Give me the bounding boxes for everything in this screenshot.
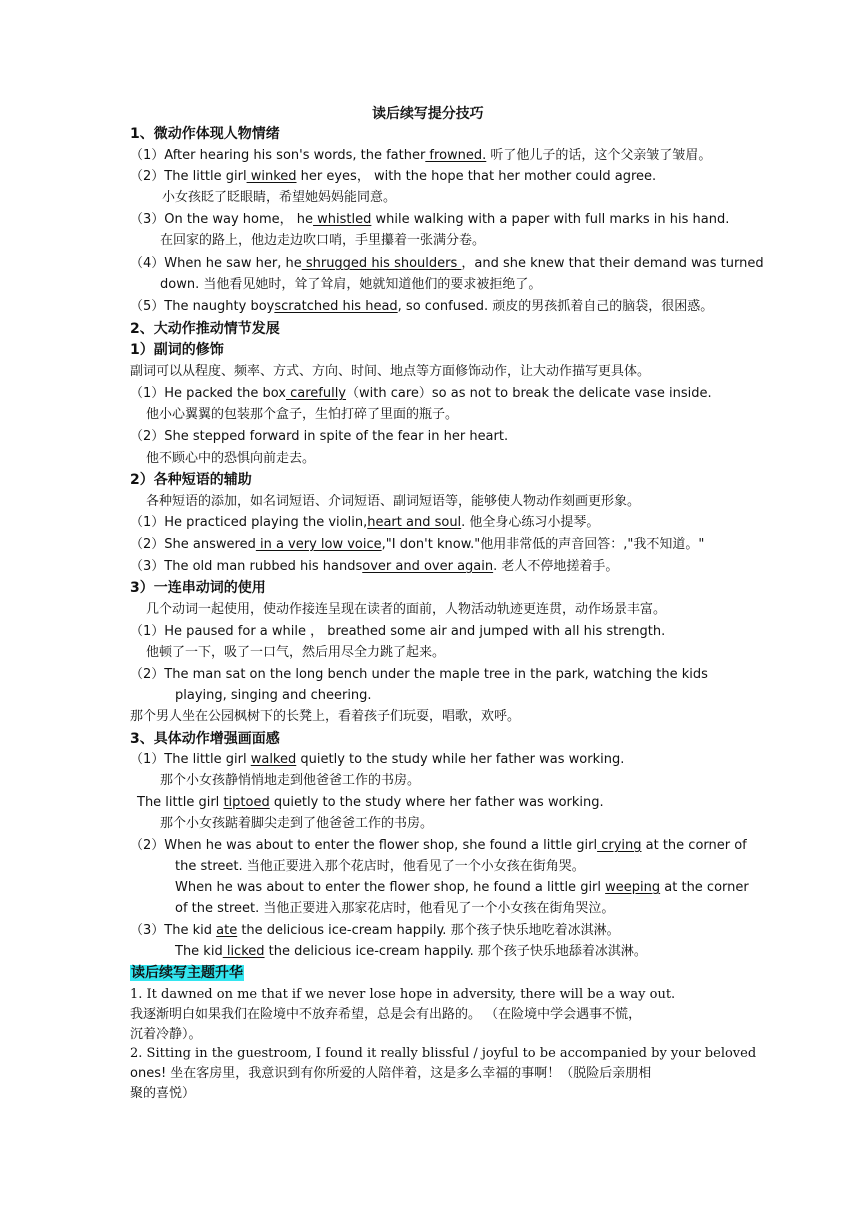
s1-example-1: （1）After hearing his son's words, the father frowned. 听了他儿子的话，这个父亲皱了皱眉。 xyxy=(130,148,712,163)
s1-example-3: （3）On the way home， he whistled while walking with a paper with full marks in his hand. xyxy=(130,212,730,227)
s4-sentence-2: 2. Sitting in the guestroom, I found it really blissful / joyful to be accompanied by your beloved xyxy=(130,1046,757,1061)
s2-p2-example-1: （1）He practiced playing the violin,heart and soul. 他全身心练习小提琴。 xyxy=(130,515,600,530)
page-title: 读后续写提分技巧 xyxy=(372,106,484,122)
s1-example-4-continuation: down. 当他看见她时，耸了耸肩，她就知道他们的要求被拒绝了。 xyxy=(160,277,542,292)
s3-example-3: （3）The kid ate the delicious ice-cream happily. 那个孩子快乐地吃着冰淇淋。 xyxy=(130,923,620,938)
s2-p1-example-2-translation: 他不顾心中的恐惧向前走去。 xyxy=(146,451,316,466)
s2-p3-example-2-continuation: playing, singing and cheering. xyxy=(175,688,372,703)
s2-part-3-heading: 3）一连串动词的使用 xyxy=(130,580,266,596)
s2-part-1-intro: 副词可以从程度、频率、方式、方向、时间、地点等方面修饰动作，让大动作描写更具体。 xyxy=(130,364,651,379)
s4-sentence-2-cont-2: 聚的喜悦） xyxy=(130,1086,196,1101)
s3-example-1: （1）The little girl walked quietly to the study while her father was working. xyxy=(130,752,625,767)
s3-example-1-variant-translation: 那个小女孩踮着脚尖走到了他爸爸工作的书房。 xyxy=(160,816,434,831)
section-3-heading: 3、具体动作增强画面感 xyxy=(130,731,280,747)
s3-example-1-variant: The little girl tiptoed quietly to the study where her father was working. xyxy=(137,795,604,810)
s4-sentence-1: 1. It dawned on me that if we never lose hope in adversity, there will be a way out. xyxy=(130,987,676,1002)
s3-example-2-variant: When he was about to enter the flower shop, he found a little girl weeping at the corner xyxy=(175,880,749,895)
s2-part-1-heading: 1）副词的修饰 xyxy=(130,342,224,358)
s3-example-3-variant: The kid licked the delicious ice-cream happily. 那个孩子快乐地舔着冰淇淋。 xyxy=(175,944,647,959)
s2-p2-example-2: （2）She answered in a very low voice,"I don't know."他用非常低的声音回答：,"我不知道。" xyxy=(130,537,705,552)
s2-part-2-heading: 2）各种短语的辅助 xyxy=(130,472,252,488)
section-4-heading xyxy=(130,964,244,983)
s4-sentence-2-cont: ones! 坐在客房里，我意识到有你所爱的人陪伴着，这是多么幸福的事啊！（脱险后亲朋相 xyxy=(130,1066,652,1081)
s2-p1-example-1-translation: 他小心翼翼的包装那个盒子，生怕打碎了里面的瓶子。 xyxy=(146,407,459,422)
s1-example-5: （5）The naughty boyscratched his head, so confused. 顽皮的男孩抓着自己的脑袋，很困惑。 xyxy=(130,299,714,314)
s2-p3-example-1: （1）He paused for a while ， breathed some air and jumped with all his strength. xyxy=(130,624,666,639)
s1-example-4: （4）When he saw her, he shrugged his shoulders ，and she knew that their demand was turned xyxy=(130,256,764,271)
s3-example-2-variant-continuation: of the street. 当他正要进入那家花店时，他看见了一个小女孩在街角哭泣。 xyxy=(175,901,615,916)
s4-sentence-1-translation-cont: 沉着冷静）。 xyxy=(130,1027,202,1042)
s1-example-3-translation: 在回家的路上，他边走边吹口哨，手里攥着一张满分卷。 xyxy=(160,233,486,248)
s4-sentence-1-translation: 我逐渐明白如果我们在险境中不放弃希望，总是会有出路的。 （在险境中学会遇事不慌， xyxy=(130,1007,642,1022)
s2-p1-example-2: （2）She stepped forward in spite of the fear in her heart. xyxy=(130,429,509,444)
s1-example-2: （2）The little girl winked her eyes， with the hope that her mother could agree. xyxy=(130,169,657,184)
section-2-heading: 2、大动作推动情节发展 xyxy=(130,321,280,337)
highlighted-heading: 读后续写主题升华 xyxy=(131,965,243,981)
s2-p1-example-1: （1）He packed the box carefully（with care）so as not to break the delicate vase inside. xyxy=(130,386,712,401)
s1-example-2-translation: 小女孩眨了眨眼睛，希望她妈妈能同意。 xyxy=(162,190,397,205)
s2-part-2-intro: 各种短语的添加，如名词短语、介词短语、副词短语等，能够使人物动作刻画更形象。 xyxy=(146,494,641,509)
s2-p3-example-2: （2）The man sat on the long bench under the maple tree in the park, watching the kids xyxy=(130,667,708,682)
s2-part-3-intro: 几个动词一起使用，使动作接连呈现在读者的面前，人物活动轨迹更连贯，动作场景丰富。 xyxy=(146,602,667,617)
section-1-heading: 1、微动作体现人物情绪 xyxy=(130,126,280,142)
s3-example-2: （2）When he was about to enter the flower shop, she found a little girl crying at the corner of xyxy=(130,838,747,853)
s3-example-2-continuation: the street. 当他正要进入那个花店时，他看见了一个小女孩在街角哭。 xyxy=(175,859,585,874)
s2-p3-example-2-translation: 那个男人坐在公园枫树下的长凳上，看着孩子们玩耍，唱歌，欢呼。 xyxy=(130,709,521,724)
s3-example-1-translation: 那个小女孩静悄悄地走到他爸爸工作的书房。 xyxy=(160,773,421,788)
s2-p2-example-3: （3）The old man rubbed his handsover and over again. 老人不停地搓着手。 xyxy=(130,559,619,574)
s2-p3-example-1-translation: 他顿了一下，吸了一口气，然后用尽全力跳了起来。 xyxy=(146,645,446,660)
